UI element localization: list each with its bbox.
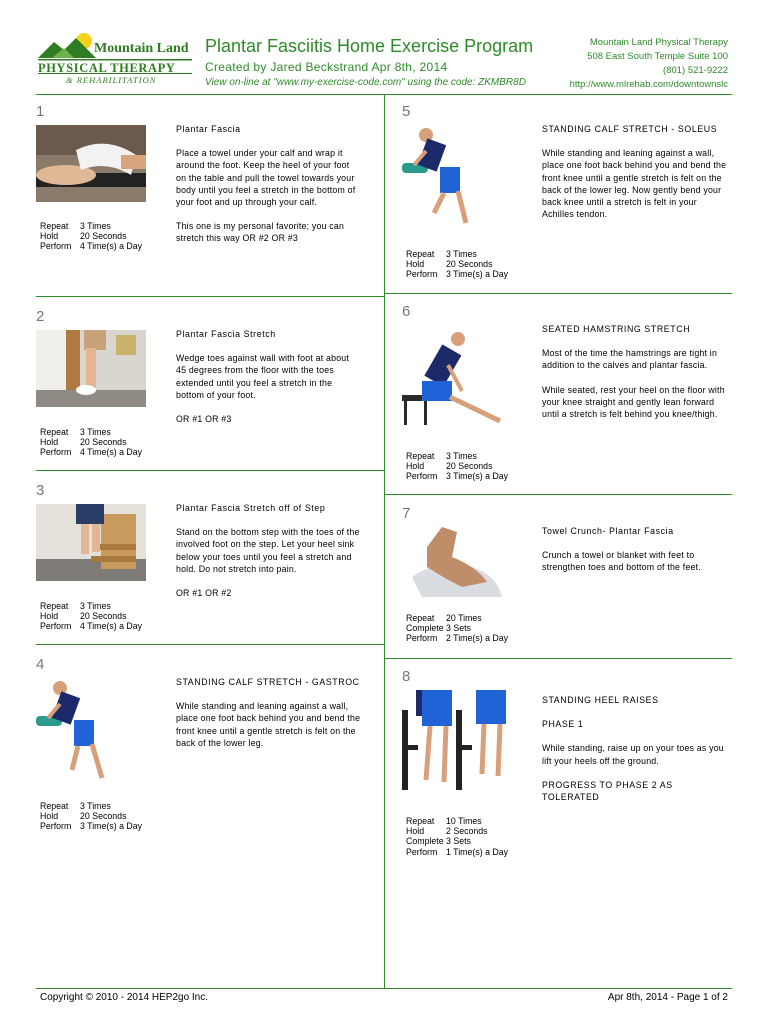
row-divider — [36, 644, 384, 645]
exercise-heading: SEATED HAMSTRING STRETCH — [542, 324, 691, 334]
exercise-card-2 — [36, 308, 381, 468]
exercise-number: 3 — [36, 482, 45, 499]
copyright-text: Copyright © 2010 - 2014 HEP2go Inc. — [40, 992, 209, 1003]
towel-stretch-photo-icon — [36, 125, 146, 202]
logo-line-2: PHYSICAL THERAPY — [38, 61, 176, 75]
exercise-number: 6 — [402, 303, 411, 320]
online-code-note: View on-line at "www.my-exercise-code.com" using the code: ZKMBR8D — [205, 77, 526, 88]
exercise-card-7 — [402, 505, 732, 655]
page-title: Plantar Fasciitis Home Exercise Program — [205, 36, 534, 56]
exercise-number: 5 — [402, 103, 411, 120]
exercise-description: STANDING CALF STRETCH - SOLEUS While standing and leaning against a wall, place one foot back behind you and bend the front knee until a gentle stretch is felt on the back of the lower leg. Now gently bend your back knee until a stretch is felt in your Achilles tendon. — [542, 124, 727, 220]
exercise-params: Repeat 3 Times Hold 20 Seconds Perform 3 Time(s) a Day — [406, 249, 509, 280]
heel-raise-photo-icon — [402, 690, 512, 800]
row-divider — [36, 470, 384, 471]
exercise-params: Repeat 3 Times Hold 20 Seconds Perform 4 Time(s) a Day — [40, 221, 143, 252]
calf-stretch-gastroc-icon — [36, 678, 146, 788]
page-header — [0, 0, 768, 95]
exercise-description: Plantar Fascia Place a towel under your calf and wrap it around the foot. Keep the heel of your foot on the table and pull the towel towards your body until you feel a stretch in the bottom of your foot and up through your calf. This one is my personal favorite; you can stretch this way OR #2 OR #3 — [176, 123, 361, 257]
step-stretch-photo-icon — [36, 504, 146, 581]
exercise-description: SEATED HAMSTRING STRETCH Most of the time the hamstrings are tight in addition to the calves and plantar fascia. While seated, rest your heel on the floor with your knee straight and gently lean forward until a stretch is felt behind you knee/thigh. — [542, 323, 727, 432]
clinic-name: Mountain Land Physical Therapy — [589, 37, 728, 48]
exercise-heading: Towel Crunch- Plantar Fascia — [542, 526, 674, 536]
exercise-description: STANDING HEEL RAISES PHASE 1 While standing, raise up on your toes as you lift your heels off the ground. PROGRESS TO PHASE 2 AS TOLERATED — [542, 694, 727, 815]
exercise-number: 2 — [36, 308, 45, 325]
exercise-description: Plantar Fascia Stretch Wedge toes against wall with foot at about 45 degrees from the floor with the toes extended until you feel a stretch in the bottom of your foot. OR #1 OR #3 — [176, 328, 361, 437]
seated-hamstring-stretch-icon — [402, 325, 512, 435]
exercise-heading: Plantar Fascia — [176, 124, 241, 134]
exercise-heading: STANDING CALF STRETCH - GASTROC — [176, 677, 360, 687]
clinic-url-link[interactable]: http://www.mlrehab.com/downtownslc — [569, 79, 728, 90]
exercise-description: Plantar Fascia Stretch off of Step Stand on the bottom step with the toes of the involved foot on the step. Let your heel sink below your toes until you feel a stretch and hold. Do not stretch into pain. OR #1 OR #2 — [176, 503, 360, 599]
exercise-number: 1 — [36, 103, 45, 120]
exercise-card-6 — [402, 303, 732, 488]
page-subtitle: Created by Jared Beckstrand Apr 8th, 2014 — [205, 60, 448, 74]
contact-block — [570, 36, 728, 92]
exercise-card-3 — [36, 482, 381, 642]
exercise-params: Repeat 3 Times Hold 20 Seconds Perform 4 Time(s) a Day — [40, 427, 143, 458]
exercise-params: Repeat 3 Times Hold 20 Seconds Perform 3 Time(s) a Day — [40, 801, 143, 832]
exercise-heading: Plantar Fascia Stretch — [176, 329, 276, 339]
exercise-params: Repeat 10 Times Hold 2 Seconds Complete 3 Sets Perform 1 Time(s) a Day — [406, 816, 509, 857]
exercise-params: Repeat 3 Times Hold 20 Seconds Perform 3 Time(s) a Day — [406, 451, 509, 482]
exercise-params: Repeat 3 Times Hold 20 Seconds Perform 4 Time(s) a Day — [40, 601, 143, 632]
calf-stretch-soleus-icon — [402, 125, 512, 235]
row-divider — [385, 293, 732, 294]
column-divider — [384, 94, 385, 989]
page-indicator: Apr 8th, 2014 - Page 1 of 2 — [607, 992, 728, 1003]
exercise-card-4 — [36, 656, 381, 836]
exercise-heading: STANDING CALF STRETCH - SOLEUS — [542, 124, 718, 134]
exercise-number: 4 — [36, 656, 45, 673]
exercise-number: 7 — [402, 505, 411, 522]
row-divider — [385, 658, 732, 659]
exercise-card-5 — [402, 103, 732, 288]
exercise-description: STANDING CALF STRETCH - GASTROC While standing and leaning against a wall, place one foot back behind you and bend the front knee until a gentle stretch is felt on the back of the lower leg. — [176, 677, 361, 748]
logo-line-3: & REHABILITATION — [66, 75, 157, 85]
towel-crunch-photo-icon — [402, 527, 512, 604]
toe-wall-stretch-photo-icon — [36, 330, 146, 407]
exercise-heading: STANDING HEEL RAISES — [542, 695, 659, 705]
exercise-heading: Plantar Fascia Stretch off of Step — [176, 503, 326, 513]
footer-divider — [36, 988, 732, 989]
exercise-description: Towel Crunch- Plantar Fascia Crunch a towel or blanket with feet to strengthen toes and bottom of the feet. — [542, 525, 727, 586]
mountain-land-logo — [36, 32, 196, 87]
exercise-card-1 — [36, 103, 381, 293]
exercise-number: 8 — [402, 668, 411, 685]
exercise-params: Repeat 20 Times Complete 3 Sets Perform 2 Time(s) a Day — [406, 613, 509, 644]
clinic-phone: (801) 521-9222 — [663, 65, 728, 76]
row-divider — [36, 296, 384, 297]
logo-line-1: Mountain Land — [94, 41, 189, 56]
row-divider — [385, 494, 732, 495]
exercise-card-8 — [402, 668, 732, 868]
clinic-address: 508 East South Temple Suite 100 — [587, 51, 728, 62]
